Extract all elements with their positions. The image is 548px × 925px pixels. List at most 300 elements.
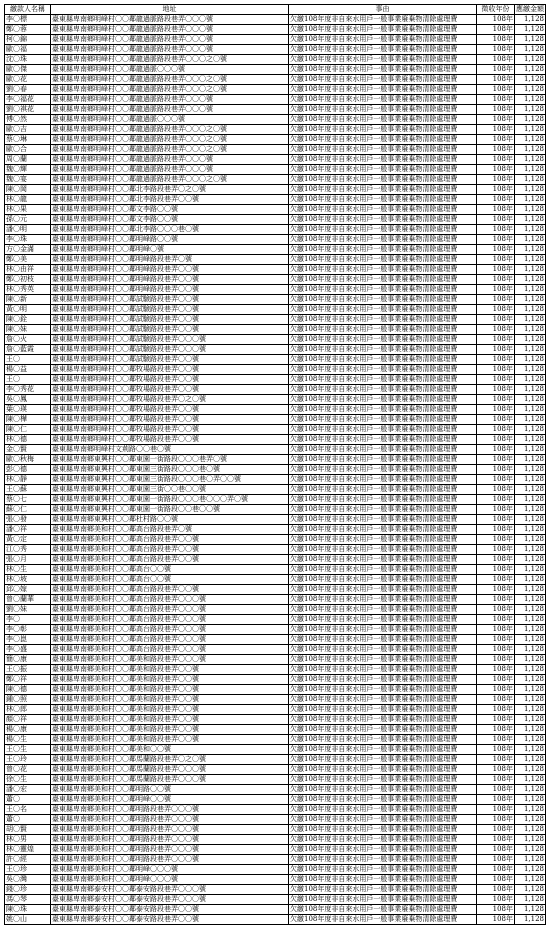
year-cell: 108年 [477, 675, 515, 685]
table-row [5, 195, 546, 205]
amount-cell: 1,128 [515, 175, 546, 185]
table-row [5, 755, 546, 765]
address-cell: 臺東縣卑南鄉美和村〇〇鄰高台〇〇號 [51, 575, 289, 585]
reason-cell: 欠繳108年度非自來水用戶一般事業廢棄物清除處理費 [289, 285, 477, 295]
amount-cell: 1,128 [515, 385, 546, 395]
header-row [5, 5, 546, 15]
payer-name-cell: 周〇蘭 [5, 155, 51, 165]
payer-name-cell: 鄭〇初枝 [5, 275, 51, 285]
address-cell: 臺東縣卑南鄉美和村〇〇鄰美和路段巷弄〇〇號 [51, 715, 289, 725]
year-cell: 108年 [477, 905, 515, 915]
table-row [5, 445, 546, 455]
year-cell: 108年 [477, 245, 515, 255]
table-row [5, 85, 546, 95]
payer-name-cell: 鄭〇蓉 [5, 25, 51, 35]
amount-cell: 1,128 [515, 665, 546, 675]
amount-cell: 1,128 [515, 435, 546, 445]
header-name: 繳款人名稱 [5, 5, 51, 15]
reason-cell: 欠繳108年度非自來水用戶一般事業廢棄物清除處理費 [289, 15, 477, 25]
amount-cell: 1,128 [515, 425, 546, 435]
year-cell: 108年 [477, 895, 515, 905]
table-row [5, 375, 546, 385]
amount-cell: 1,128 [515, 525, 546, 535]
table-row [5, 265, 546, 275]
reason-cell: 欠繳108年度非自來水用戶一般事業廢棄物清除處理費 [289, 895, 477, 905]
reason-cell: 欠繳108年度非自來水用戶一般事業廢棄物清除處理費 [289, 675, 477, 685]
table-row [5, 15, 546, 25]
reason-cell: 欠繳108年度非自來水用戶一般事業廢棄物清除處理費 [289, 135, 477, 145]
reason-cell: 欠繳108年度非自來水用戶一般事業廢棄物清除處理費 [289, 805, 477, 815]
year-cell: 108年 [477, 75, 515, 85]
reason-cell: 欠繳108年度非自來水用戶一般事業廢棄物清除處理費 [289, 475, 477, 485]
payer-name-cell: 楊〇康 [5, 725, 51, 735]
reason-cell: 欠繳108年度非自來水用戶一般事業廢棄物清除處理費 [289, 275, 477, 285]
address-cell: 臺東縣卑南鄉明峰村〇〇鄰試驗路段巷弄〇〇號 [51, 305, 289, 315]
payer-name-cell: 黃〇明 [5, 305, 51, 315]
table-row [5, 145, 546, 155]
year-cell: 108年 [477, 165, 515, 175]
year-cell: 108年 [477, 715, 515, 725]
table-row [5, 515, 546, 525]
year-cell: 108年 [477, 875, 515, 885]
payer-name-cell: 劉〇祺花 [5, 105, 51, 115]
reason-cell: 欠繳108年度非自來水用戶一般事業廢棄物清除處理費 [289, 235, 477, 245]
reason-cell: 欠繳108年度非自來水用戶一般事業廢棄物清除處理費 [289, 425, 477, 435]
reason-cell: 欠繳108年度非自來水用戶一般事業廢棄物清除處理費 [289, 715, 477, 725]
address-cell: 臺東縣卑南鄉明峰村〇〇鄰龍過脈路段巷弄〇〇〇號 [51, 35, 289, 45]
reason-cell: 欠繳108年度非自來水用戶一般事業廢棄物清除處理費 [289, 885, 477, 895]
amount-cell: 1,128 [515, 815, 546, 825]
table-row [5, 385, 546, 395]
table-row [5, 345, 546, 355]
payer-name-cell: 蕭〇 [5, 815, 51, 825]
reason-cell: 欠繳108年度非自來水用戶一般事業廢棄物清除處理費 [289, 855, 477, 865]
payer-name-cell: 歐〇秋梅 [5, 455, 51, 465]
table-row [5, 525, 546, 535]
year-cell: 108年 [477, 775, 515, 785]
amount-cell: 1,128 [515, 625, 546, 635]
reason-cell: 欠繳108年度非自來水用戶一般事業廢棄物清除處理費 [289, 355, 477, 365]
amount-cell: 1,128 [515, 105, 546, 115]
payer-name-cell: 歐〇傑 [5, 65, 51, 75]
table-row [5, 45, 546, 55]
address-cell: 臺東縣卑南鄉明峰村〇〇鄰牧場路段巷弄〇〇號 [51, 405, 289, 415]
amount-cell: 1,128 [515, 355, 546, 365]
address-cell: 臺東縣卑南鄉明峰村〇〇鄰北李路段巷弄〇之〇號 [51, 185, 289, 195]
payer-name-cell: 林〇坡 [5, 575, 51, 585]
year-cell: 108年 [477, 25, 515, 35]
address-cell: 臺東縣卑南鄉明峰村〇〇鄰龍過脈路段巷弄〇〇〇之〇號 [51, 175, 289, 185]
payer-name-cell: 陳〇德 [5, 685, 51, 695]
payer-name-cell: 魏〇宴 [5, 175, 51, 185]
amount-cell: 1,128 [515, 875, 546, 885]
address-cell: 臺東縣卑南鄉美和村〇〇鄰美和路段巷弄〇〇號 [51, 695, 289, 705]
payer-name-cell: 歐〇花 [5, 75, 51, 85]
payer-name-cell: 彭〇德 [5, 465, 51, 475]
payer-name-cell: 李〇 [5, 615, 51, 625]
year-cell: 108年 [477, 55, 515, 65]
year-cell: 108年 [477, 565, 515, 575]
amount-cell: 1,128 [515, 275, 546, 285]
year-cell: 108年 [477, 845, 515, 855]
payer-name-cell: 鍾〇照 [5, 695, 51, 705]
payer-name-cell: 李〇盛 [5, 645, 51, 655]
amount-cell: 1,128 [515, 865, 546, 875]
amount-cell: 1,128 [515, 835, 546, 845]
address-cell: 臺東縣卑南鄉美和村〇〇鄰高台路段巷弄〇〇〇號 [51, 635, 289, 645]
amount-cell: 1,128 [515, 85, 546, 95]
payer-name-cell: 蔡〇琳 [5, 135, 51, 145]
year-cell: 108年 [477, 655, 515, 665]
reason-cell: 欠繳108年度非自來水用戶一般事業廢棄物清除處理費 [289, 845, 477, 855]
address-cell: 臺東縣卑南鄉明峰村〇〇鄰龍過脈路段巷弄〇〇〇之〇號 [51, 145, 289, 155]
year-cell: 108年 [477, 885, 515, 895]
table-row [5, 425, 546, 435]
payer-name-cell: 顏〇祥 [5, 715, 51, 725]
year-cell: 108年 [477, 35, 515, 45]
payer-name-cell: 王〇珍 [5, 865, 51, 875]
amount-cell: 1,128 [515, 905, 546, 915]
year-cell: 108年 [477, 575, 515, 585]
table-row [5, 155, 546, 165]
reason-cell: 欠繳108年度非自來水用戶一般事業廢棄物清除處理費 [289, 405, 477, 415]
amount-cell: 1,128 [515, 825, 546, 835]
payer-name-cell: 蘇〇仁 [5, 505, 51, 515]
amount-cell: 1,128 [515, 115, 546, 125]
reason-cell: 欠繳108年度非自來水用戶一般事業廢棄物清除處理費 [289, 385, 477, 395]
payer-name-cell: 詹〇藍霞 [5, 345, 51, 355]
payer-name-cell: 林〇由祥 [5, 265, 51, 275]
table-row [5, 875, 546, 885]
address-cell: 臺東縣卑南鄉明峰村〇〇鄰文李路〇〇號 [51, 215, 289, 225]
address-cell: 臺東縣卑南鄉東興村〇〇鄰東園一街路段〇〇〇巷弄〇號 [51, 455, 289, 465]
year-cell: 108年 [477, 135, 515, 145]
table-row [5, 495, 546, 505]
amount-cell: 1,128 [515, 155, 546, 165]
table-row [5, 835, 546, 845]
year-cell: 108年 [477, 275, 515, 285]
address-cell: 臺東縣卑南鄉美和村〇〇鄰高台〇〇號 [51, 565, 289, 575]
year-cell: 108年 [477, 235, 515, 245]
amount-cell: 1,128 [515, 575, 546, 585]
amount-cell: 1,128 [515, 185, 546, 195]
address-cell: 臺東縣卑南鄉明峰村〇〇鄰明峰〇號 [51, 245, 289, 255]
amount-cell: 1,128 [515, 585, 546, 595]
amount-cell: 1,128 [515, 755, 546, 765]
reason-cell: 欠繳108年度非自來水用戶一般事業廢棄物清除處理費 [289, 195, 477, 205]
year-cell: 108年 [477, 855, 515, 865]
address-cell: 臺東縣卑南鄉美和村〇〇鄰明路段巷弄〇〇〇號 [51, 835, 289, 845]
reason-cell: 欠繳108年度非自來水用戶一般事業廢棄物清除處理費 [289, 865, 477, 875]
year-cell: 108年 [477, 555, 515, 565]
payer-name-cell: 江〇秀 [5, 545, 51, 555]
address-cell: 臺東縣卑南鄉美和村〇〇鄰美和路段巷弄〇〇號 [51, 675, 289, 685]
year-cell: 108年 [477, 45, 515, 55]
table-row [5, 505, 546, 515]
payer-name-cell: 楊〇生 [5, 735, 51, 745]
address-cell: 臺東縣卑南鄉美和村〇〇鄰美和〇〇號 [51, 745, 289, 755]
table-row [5, 585, 546, 595]
year-cell: 108年 [477, 345, 515, 355]
address-cell: 臺東縣卑南鄉明峰村〇〇鄰龍過脈路段巷弄〇〇〇號 [51, 165, 289, 175]
reason-cell: 欠繳108年度非自來水用戶一般事業廢棄物清除處理費 [289, 45, 477, 55]
reason-cell: 欠繳108年度非自來水用戶一般事業廢棄物清除處理費 [289, 535, 477, 545]
address-cell: 臺東縣卑南鄉美和村〇〇鄰高台路段巷弄〇〇〇號 [51, 625, 289, 635]
table-row [5, 205, 546, 215]
address-cell: 臺東縣卑南鄉美和村〇〇鄰美和路段巷弄〇〇號 [51, 705, 289, 715]
payer-name-cell: 魏〇輝 [5, 165, 51, 175]
year-cell: 108年 [477, 435, 515, 445]
amount-cell: 1,128 [515, 225, 546, 235]
address-cell: 臺東縣卑南鄉美和村〇〇鄰明峰〇〇〇號 [51, 865, 289, 875]
address-cell: 臺東縣卑南鄉美和村〇〇鄰明路段巷弄〇〇〇號 [51, 815, 289, 825]
amount-cell: 1,128 [515, 805, 546, 815]
payer-name-cell: 許〇經 [5, 855, 51, 865]
table-row [5, 675, 546, 685]
amount-cell: 1,128 [515, 735, 546, 745]
amount-cell: 1,128 [515, 315, 546, 325]
table-row [5, 125, 546, 135]
table-row [5, 395, 546, 405]
amount-cell: 1,128 [515, 335, 546, 345]
address-cell: 臺東縣卑南鄉明峰村文荊路〇〇巷〇號 [51, 445, 289, 455]
address-cell: 臺東縣卑南鄉明峰村〇〇鄰龍過脈路段巷弄〇〇〇之〇號 [51, 135, 289, 145]
table-row [5, 625, 546, 635]
address-cell: 臺東縣卑南鄉美和村〇〇鄰美和路段巷弄〇〇〇號 [51, 655, 289, 665]
amount-cell: 1,128 [515, 135, 546, 145]
payer-name-cell: 吳〇灣 [5, 875, 51, 885]
reason-cell: 欠繳108年度非自來水用戶一般事業廢棄物清除處理費 [289, 155, 477, 165]
amount-cell: 1,128 [515, 65, 546, 75]
table-row [5, 645, 546, 655]
reason-cell: 欠繳108年度非自來水用戶一般事業廢棄物清除處理費 [289, 215, 477, 225]
payer-name-cell: 傅〇然 [5, 115, 51, 125]
table-row [5, 695, 546, 705]
amount-cell: 1,128 [515, 195, 546, 205]
table-row [5, 115, 546, 125]
table-row [5, 415, 546, 425]
year-cell: 108年 [477, 105, 515, 115]
year-cell: 108年 [477, 665, 515, 675]
reason-cell: 欠繳108年度非自來水用戶一般事業廢棄物清除處理費 [289, 455, 477, 465]
year-cell: 108年 [477, 755, 515, 765]
reason-cell: 欠繳108年度非自來水用戶一般事業廢棄物清除處理費 [289, 105, 477, 115]
table-row [5, 845, 546, 855]
table-row [5, 655, 546, 665]
year-cell: 108年 [477, 705, 515, 715]
payer-name-cell: 鄭〇美 [5, 255, 51, 265]
address-cell: 臺東縣卑南鄉美和村〇〇鄰高台路段巷弄〇號 [51, 525, 289, 535]
table-row [5, 295, 546, 305]
address-cell: 臺東縣卑南鄉明峰村〇〇鄰牧場路段巷弄〇〇號 [51, 365, 289, 375]
year-cell: 108年 [477, 545, 515, 555]
table-row [5, 405, 546, 415]
address-cell: 臺東縣卑南鄉美和村〇〇鄰美和路段巷弄〇〇號 [51, 685, 289, 695]
year-cell: 108年 [477, 405, 515, 415]
table-row [5, 865, 546, 875]
reason-cell: 欠繳108年度非自來水用戶一般事業廢棄物清除處理費 [289, 825, 477, 835]
reason-cell: 欠繳108年度非自來水用戶一般事業廢棄物清除處理費 [289, 175, 477, 185]
table-row [5, 765, 546, 775]
reason-cell: 欠繳108年度非自來水用戶一般事業廢棄物清除處理費 [289, 765, 477, 775]
amount-cell: 1,128 [515, 25, 546, 35]
address-cell: 臺東縣卑南鄉美和村〇〇鄰馬蘭路段巷弄〇〇〇號 [51, 775, 289, 785]
year-cell: 108年 [477, 215, 515, 225]
year-cell: 108年 [477, 735, 515, 745]
year-cell: 108年 [477, 635, 515, 645]
reason-cell: 欠繳108年度非自來水用戶一般事業廢棄物清除處理費 [289, 25, 477, 35]
header-address: 地址 [51, 5, 289, 15]
address-cell: 臺東縣卑南鄉明峰村〇〇鄰龍過脈路段巷弄〇〇〇之〇號 [51, 75, 289, 85]
amount-cell: 1,128 [515, 35, 546, 45]
year-cell: 108年 [477, 15, 515, 25]
reason-cell: 欠繳108年度非自來水用戶一般事業廢棄物清除處理費 [289, 485, 477, 495]
amount-cell: 1,128 [515, 725, 546, 735]
reason-cell: 欠繳108年度非自來水用戶一般事業廢棄物清除處理費 [289, 585, 477, 595]
reason-cell: 欠繳108年度非自來水用戶一般事業廢棄物清除處理費 [289, 615, 477, 625]
reason-cell: 欠繳108年度非自來水用戶一般事業廢棄物清除處理費 [289, 505, 477, 515]
table-row [5, 465, 546, 475]
table-body [5, 15, 546, 925]
address-cell: 臺東縣卑南鄉明峰村〇〇鄰牧場路段巷弄〇〇號 [51, 415, 289, 425]
payer-name-cell: 蔡〇七 [5, 495, 51, 505]
year-cell: 108年 [477, 445, 515, 455]
amount-cell: 1,128 [515, 505, 546, 515]
reason-cell: 欠繳108年度非自來水用戶一般事業廢棄物清除處理費 [289, 115, 477, 125]
amount-cell: 1,128 [515, 265, 546, 275]
reason-cell: 欠繳108年度非自來水用戶一般事業廢棄物清除處理費 [289, 315, 477, 325]
header-reason: 事由 [289, 5, 477, 15]
year-cell: 108年 [477, 485, 515, 495]
table-row [5, 915, 546, 925]
payer-name-cell: 林〇靈煌 [5, 845, 51, 855]
reason-cell: 欠繳108年度非自來水用戶一般事業廢棄物清除處理費 [289, 445, 477, 455]
payer-name-cell: 孫〇元 [5, 215, 51, 225]
year-cell: 108年 [477, 515, 515, 525]
address-cell: 臺東縣卑南鄉明峰村〇〇鄰北李路段巷弄〇〇號 [51, 195, 289, 205]
amount-cell: 1,128 [515, 645, 546, 655]
table-row [5, 175, 546, 185]
payer-name-cell: 王〇 [5, 375, 51, 385]
reason-cell: 欠繳108年度非自來水用戶一般事業廢棄物清除處理費 [289, 145, 477, 155]
table-row [5, 565, 546, 575]
reason-cell: 欠繳108年度非自來水用戶一般事業廢棄物清除處理費 [289, 555, 477, 565]
address-cell: 臺東縣卑南鄉明峰村〇〇鄰文李路〇〇號 [51, 205, 289, 215]
year-cell: 108年 [477, 455, 515, 465]
payer-name-cell: 楊〇益 [5, 365, 51, 375]
amount-cell: 1,128 [515, 125, 546, 135]
year-cell: 108年 [477, 535, 515, 545]
address-cell: 臺東縣卑南鄉美和村〇〇鄰高台路段巷弄〇〇〇號 [51, 645, 289, 655]
payer-name-cell: 柯〇錦 [5, 35, 51, 45]
payer-name-cell: 陳〇珠 [5, 905, 51, 915]
reason-cell: 欠繳108年度非自來水用戶一般事業廢棄物清除處理費 [289, 255, 477, 265]
year-cell: 108年 [477, 495, 515, 505]
amount-cell: 1,128 [515, 145, 546, 155]
address-cell: 臺東縣卑南鄉明峰村〇〇鄰龍過脈路段巷弄〇〇〇號 [51, 15, 289, 25]
table-row [5, 855, 546, 865]
payer-name-cell: 王〇振 [5, 665, 51, 675]
table-row [5, 75, 546, 85]
reason-cell: 欠繳108年度非自來水用戶一般事業廢棄物清除處理費 [289, 35, 477, 45]
table-row [5, 325, 546, 335]
payer-name-cell: 陳〇銓 [5, 315, 51, 325]
header-amount: 應繳金額 [516, 5, 544, 13]
year-cell: 108年 [477, 625, 515, 635]
table-row [5, 615, 546, 625]
table-row [5, 485, 546, 495]
address-cell: 臺東縣卑南鄉明峰村〇〇鄰試驗路段巷弄〇〇號 [51, 295, 289, 305]
amount-cell: 1,128 [515, 45, 546, 55]
amount-cell: 1,128 [515, 445, 546, 455]
amount-cell: 1,128 [515, 675, 546, 685]
payer-name-cell: 劉〇春 [5, 85, 51, 95]
amount-cell: 1,128 [515, 55, 546, 65]
payer-name-cell: 潘〇宏 [5, 785, 51, 795]
address-cell: 臺東縣卑南鄉明峰村〇〇鄰明峰路段巷弄〇〇號 [51, 285, 289, 295]
reason-cell: 欠繳108年度非自來水用戶一般事業廢棄物清除處理費 [289, 815, 477, 825]
header-year: 徵收年份 [477, 5, 515, 15]
reason-cell: 欠繳108年度非自來水用戶一般事業廢棄物清除處理費 [289, 125, 477, 135]
reason-cell: 欠繳108年度非自來水用戶一般事業廢棄物清除處理費 [289, 595, 477, 605]
table-row [5, 455, 546, 465]
address-cell: 臺東縣卑南鄉美和村〇〇鄰明路段巷弄〇〇〇號 [51, 855, 289, 865]
year-cell: 108年 [477, 175, 515, 185]
table-row [5, 55, 546, 65]
amount-cell: 1,128 [515, 885, 546, 895]
address-cell: 臺東縣卑南鄉明峰村〇〇鄰牧場路段巷弄〇〇號 [51, 425, 289, 435]
amount-cell: 1,128 [515, 635, 546, 645]
amount-cell: 1,128 [515, 325, 546, 335]
address-cell: 臺東縣卑南鄉東興村〇〇鄰東園三街路段〇〇〇巷〇號 [51, 465, 289, 475]
amount-cell: 1,128 [515, 535, 546, 545]
amount-cell: 1,128 [515, 485, 546, 495]
amount-cell: 1,128 [515, 915, 546, 925]
table-row [5, 235, 546, 245]
table-row [5, 895, 546, 905]
payer-name-cell: 林〇男 [5, 835, 51, 845]
table-row [5, 605, 546, 615]
table-row [5, 795, 546, 805]
amount-cell: 1,128 [515, 565, 546, 575]
amount-cell: 1,128 [515, 655, 546, 665]
reason-cell: 欠繳108年度非自來水用戶一般事業廢棄物清除處理費 [289, 795, 477, 805]
year-cell: 108年 [477, 605, 515, 615]
year-cell: 108年 [477, 225, 515, 235]
address-cell: 臺東縣卑南鄉明峰村〇〇鄰牧場路段巷弄〇〇號 [51, 385, 289, 395]
year-cell: 108年 [477, 155, 515, 165]
amount-cell: 1,128 [515, 515, 546, 525]
amount-cell: 1,128 [515, 845, 546, 855]
payer-name-cell: 王〇蘇 [5, 485, 51, 495]
address-cell: 臺東縣卑南鄉美和村〇〇鄰高台路段巷弄〇〇號 [51, 535, 289, 545]
address-cell: 臺東縣卑南鄉明峰村〇〇鄰試驗路段巷弄〇〇號 [51, 315, 289, 325]
reason-cell: 欠繳108年度非自來水用戶一般事業廢棄物清除處理費 [289, 575, 477, 585]
payer-name-cell: 李〇秀花 [5, 385, 51, 395]
year-cell: 108年 [477, 115, 515, 125]
reason-cell: 欠繳108年度非自來水用戶一般事業廢棄物清除處理費 [289, 465, 477, 475]
table-row [5, 805, 546, 815]
address-cell: 臺東縣卑南鄉明峰村〇〇鄰龍過脈〇〇〇號 [51, 65, 289, 75]
address-cell: 臺東縣卑南鄉泰安村〇〇鄰泰安路段巷弄〇〇號 [51, 915, 289, 925]
address-cell: 臺東縣卑南鄉明峰村〇〇鄰試驗路段巷弄〇〇號 [51, 325, 289, 335]
year-cell: 108年 [477, 395, 515, 405]
payer-name-cell: 林〇靜 [5, 475, 51, 485]
table-row [5, 475, 546, 485]
year-cell: 108年 [477, 475, 515, 485]
year-cell: 108年 [477, 685, 515, 695]
payer-name-cell: 詹〇火 [5, 335, 51, 345]
